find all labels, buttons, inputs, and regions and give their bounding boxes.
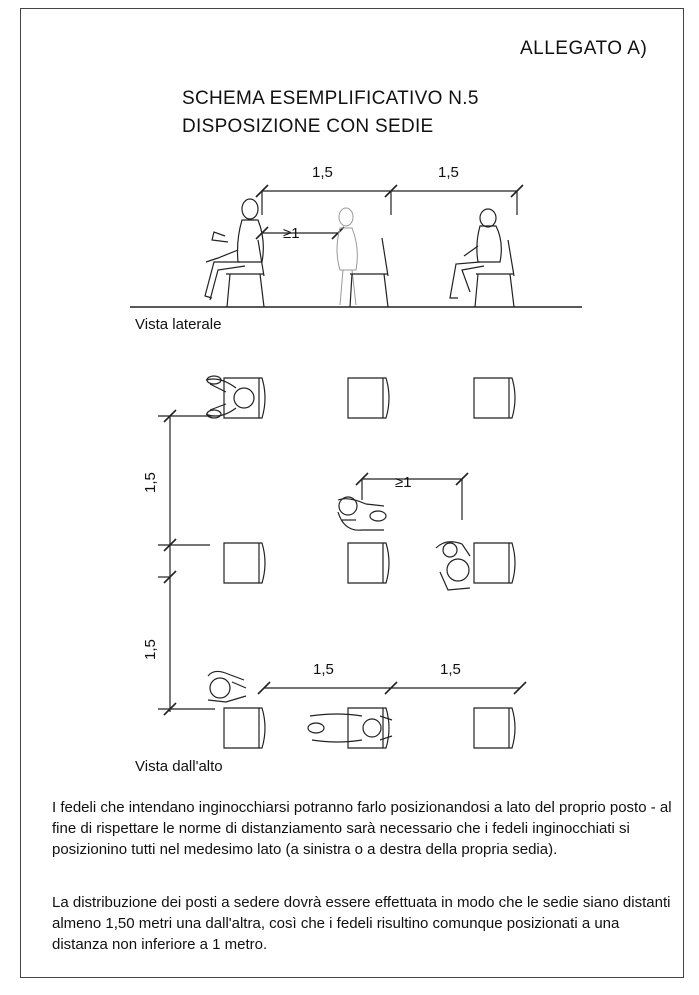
side-view [130, 185, 582, 307]
paragraph-kneeling: I fedeli che intendano inginocchiarsi potranno farlo posizionandosi a lato del proprio posto - al fine di rispettare le norme di distanziamento sarà necessario che i fedeli inginocchiati si posizionino tutti nel medesimo lato (a sinistra o a destra della propria sedia). [52, 799, 672, 858]
top-dim-vertical-2-label: 1,5 [142, 639, 159, 660]
top-min-distance-label: ≥1 [395, 474, 412, 491]
side-min-distance-label: ≥1 [283, 225, 300, 242]
standing-person-faint [337, 208, 357, 305]
seated-person-1 [205, 199, 264, 307]
top-view [158, 376, 526, 748]
top-view-label: Vista dall'alto [135, 758, 223, 775]
seated-person-3 [450, 209, 514, 307]
diagram-subtitle: DISPOSIZIONE CON SEDIE [182, 116, 434, 137]
person-top-kneeling-r2 [338, 497, 386, 530]
top-dim-vertical-1-label: 1,5 [142, 472, 159, 493]
person-top-kneeling-r3 [308, 714, 392, 742]
chair-2 [350, 238, 388, 307]
side-dim-2-label: 1,5 [438, 164, 459, 181]
top-dim-horizontal-2-label: 1,5 [440, 661, 461, 678]
side-view-label: Vista laterale [135, 316, 222, 333]
paragraph-distribution: La distribuzione dei posti a sedere dovrà essere effettuata in modo che le sedie siano distanti almeno 1,50 metri una dall'altra, così che i fedeli risultino comunque posizionati a una distanza non inferiore a 1 metro. [52, 894, 671, 953]
chair-r3-c3 [474, 708, 515, 748]
chair-r3-c1 [224, 708, 265, 748]
side-dim-1-label: 1,5 [312, 164, 333, 181]
person-top-r3-left [208, 671, 246, 702]
chair-r2-c2 [348, 543, 389, 583]
chair-r3-c2 [348, 708, 389, 748]
person-top-side-r2 [436, 542, 470, 590]
allegato-label: ALLEGATO A) [520, 38, 648, 59]
diagram-title: SCHEMA ESEMPLIFICATIVO N.5 [182, 88, 479, 109]
chair-r1-c2 [348, 378, 389, 418]
chair-r2-c3 [474, 543, 515, 583]
top-dim-horizontal-1-label: 1,5 [313, 661, 334, 678]
chair-r2-c1 [224, 543, 265, 583]
chair-r1-c3 [474, 378, 515, 418]
person-top-r1 [206, 376, 254, 418]
